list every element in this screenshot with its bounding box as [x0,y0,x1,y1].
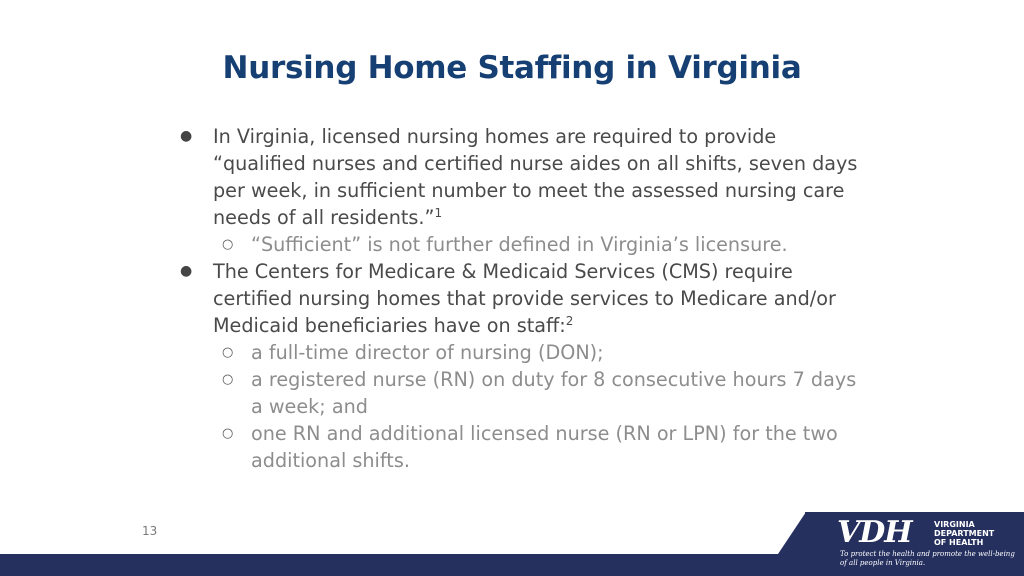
sub-bullet-item [180,366,860,420]
bullet-text: The Centers for Medicare & Medicaid Services (CMS) require certified nursing homes that provide services to Medicare and/or Medicaid beneficiaries have on staff: [213,260,836,337]
sub-bullet-text: a full-time director of nursing (DON); [251,341,604,364]
page-number: 13 [142,524,158,538]
sub-bullet-circle-icon: ○ [222,345,234,360]
sub-bullet-circle-icon: ○ [222,372,234,387]
bullet-dot-icon: ● [180,263,193,279]
bullet-item [180,123,860,231]
sub-bullet-text: one RN and additional licensed nurse (RN or LPN) for the two additional shifts. [251,422,838,472]
bullet-dot-icon: ● [180,128,193,144]
vdh-name-line: DEPARTMENT [934,529,995,538]
sub-bullet-circle-icon: ○ [222,237,234,252]
footnote-ref: 1 [434,206,443,220]
sub-bullet-text: “Sufficient” is not further defined in Virginia’s licensure. [251,233,788,256]
vdh-logo-mark: VDH [837,515,912,550]
vdh-tagline: To protect the health and promote the well-being of all people in Virginia. [840,550,1015,567]
vdh-logo-name [934,520,1014,547]
sub-bullet-circle-icon: ○ [222,426,234,441]
sub-bullet-item [180,231,860,258]
vdh-name-line: VIRGINIA [934,520,975,529]
bullet-item [180,258,860,339]
bullet-text: In Virginia, licensed nursing homes are required to provide “qualified nurses and certified nurse aides on all shifts, seven days per week, in sufficient number to meet the assessed nursing care needs of all residents.” [213,125,858,229]
bullet-list [180,123,860,474]
logo-slant-decoration [778,512,806,554]
slide-title: Nursing Home Staffing in Virginia [222,50,802,86]
vdh-name-line: OF HEALTH [934,538,984,547]
sub-bullet-item [180,339,860,366]
footnote-ref: 2 [565,314,574,328]
sub-bullet-text: a registered nurse (RN) on duty for 8 consecutive hours 7 days a week; and [251,368,857,418]
sub-bullet-item [180,420,860,474]
